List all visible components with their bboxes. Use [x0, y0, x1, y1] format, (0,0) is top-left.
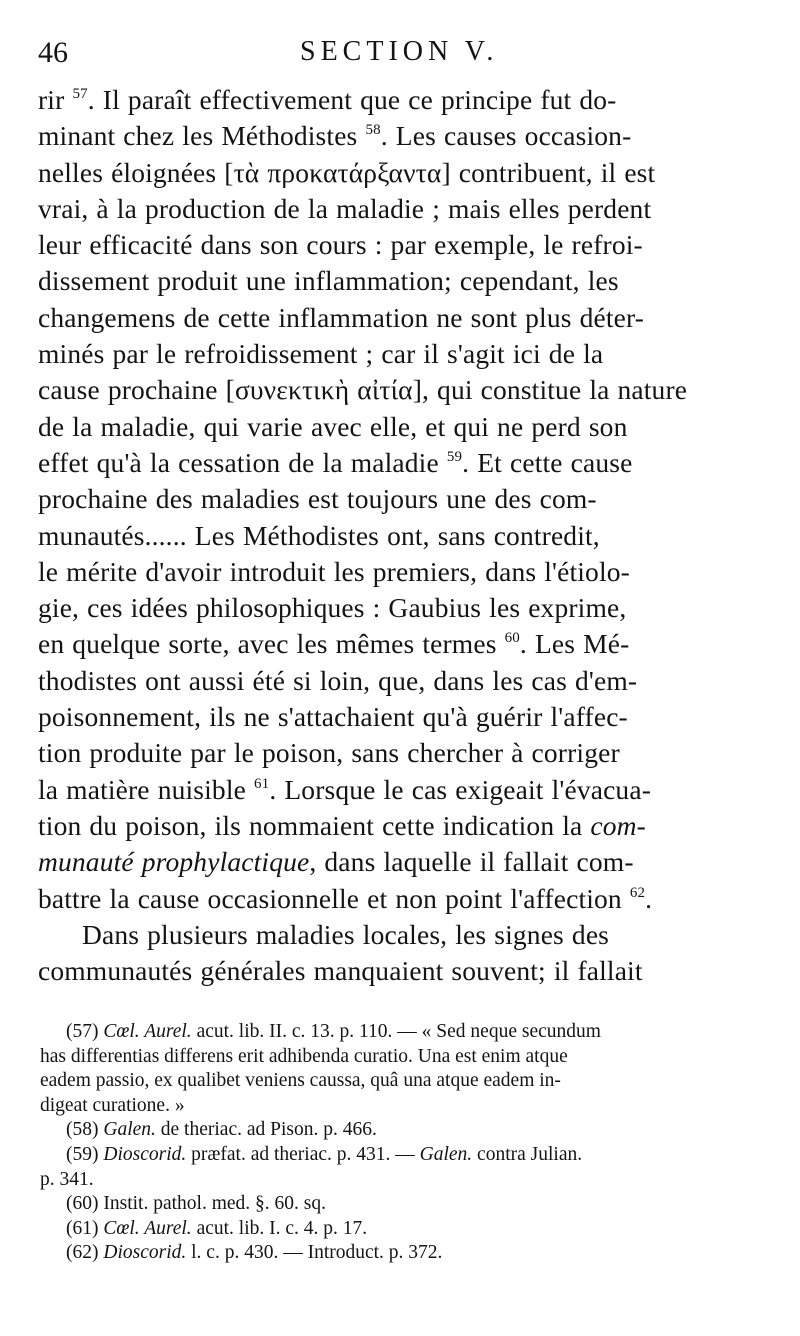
- text-line: gie, ces idées philosophiques : Gaubius les exprime,: [38, 592, 627, 624]
- footnotes: [40, 1020, 780, 1266]
- text-line: tion produite par le poison, sans chercher à corriger: [38, 737, 620, 769]
- text-line: munautés...... Les Méthodistes ont, sans contredit,: [38, 519, 600, 551]
- footnote-line: digeat curatione. »: [40, 1094, 185, 1116]
- footnote-reference: 59: [446, 448, 463, 465]
- footnote-line: (60) Instit. pathol. med. §. 60. sq.: [66, 1193, 326, 1215]
- text-line: le mérite d'avoir introduit les premiers, dans l'étiolo-: [38, 555, 630, 587]
- italic-text: Cœl. Aurel.: [103, 1021, 192, 1042]
- text-line: tion du poison, ils nommaient cette indication la com-: [38, 809, 646, 841]
- text-line: battre la cause occasionnelle et non point l'affection $^{62}$.: [38, 882, 653, 914]
- text-line: thodistes ont aussi été si loin, que, dans les cas d'em-: [38, 664, 638, 696]
- text-line: en quelque sorte, avec les mêmes termes $^{60}$. Les Mé-: [38, 628, 630, 660]
- footnote-reference: 61: [254, 775, 270, 792]
- footnote-line: (58) Galen. de theriac. ad Pison. p. 466.: [66, 1119, 377, 1141]
- text-line: vrai, à la production de la maladie ; mais elles perdent: [38, 192, 652, 224]
- italic-text: Cœl. Aurel.: [103, 1217, 192, 1239]
- page-header: [38, 36, 790, 82]
- footnote-reference: 62: [629, 884, 646, 901]
- italic-text: Galen.: [419, 1143, 473, 1165]
- text-line: leur efficacité dans son cours : par exemple, le refroi-: [38, 229, 643, 261]
- text-line: munauté prophylactique, dans laquelle il fallait com-: [38, 846, 634, 878]
- text-line: effet qu'à la cessation de la maladie $^{59}$. Et cette cause: [38, 446, 633, 478]
- italic-text: Dioscorid.: [103, 1143, 187, 1165]
- italic-text: munauté prophylactique: [38, 846, 310, 878]
- footnote-line: (59) Dioscorid. præfat. ad theriac. p. 431. — Galen. contra Julian.: [66, 1143, 583, 1165]
- italic-text: Galen.: [103, 1119, 156, 1141]
- footnote-line: (62) Dioscorid. l. c. p. 430. — Introduct. p. 372.: [66, 1242, 443, 1264]
- text-line: communautés générales manquaient souvent; il fallait: [38, 955, 643, 987]
- text-line: cause prochaine [συνεκτικὴ αἰτία], qui constitue la nature: [38, 374, 688, 406]
- text-line: changemens de cette inflammation ne sont plus déter-: [38, 301, 645, 333]
- italic-text: com-: [590, 809, 646, 841]
- footnote-line: has differentias differens erit adhibenda curatio. Una est enim atque: [40, 1045, 568, 1067]
- text-line: la matière nuisible $^{61}$. Lorsque le cas exigeait l'évacua-: [38, 773, 652, 805]
- italic-text: Dioscorid.: [103, 1242, 187, 1264]
- page-number: 46: [38, 36, 68, 69]
- text-line: poisonnement, ils ne s'attachaient qu'à guérir l'affec-: [38, 701, 628, 733]
- running-head: SECTION V.: [300, 36, 499, 67]
- text-line: minant chez les Méthodistes $^{58}$. Les causes occasion-: [38, 120, 632, 152]
- footnote-reference: 57: [72, 86, 88, 102]
- text-line: prochaine des maladies est toujours une des com-: [38, 483, 597, 515]
- footnote-line: eadem passio, ex qualibet veniens caussa, quâ una atque eadem in-: [40, 1070, 561, 1092]
- text-line: minés par le refroidissement ; car il s'agit ici de la: [38, 338, 604, 370]
- footnote-reference: 60: [504, 630, 520, 647]
- text-line: dissement produit une inflammation; cependant, les: [38, 265, 619, 297]
- footnote-reference: 58: [365, 122, 381, 139]
- footnote-line: (61) Cœl. Aurel. acut. lib. I. c. 4. p. 17.: [66, 1217, 368, 1239]
- text-line: nelles éloignées [τὰ προκατάρξαντα] contribuent, il est: [38, 156, 656, 188]
- text-line: de la maladie, qui varie avec elle, et qui ne perd son: [38, 410, 628, 442]
- text-line: rir $^{57}$. Il paraît effectivement que ce principe fut do-: [38, 84, 617, 115]
- text-line: Dans plusieurs maladies locales, les signes des: [82, 918, 610, 950]
- footnote-line: (57) Cœl. Aurel. acut. lib. II. c. 13. p. 110. — « Sed neque secundum: [66, 1021, 601, 1042]
- footnote-line: p. 341.: [40, 1168, 94, 1190]
- body-text: [38, 82, 766, 989]
